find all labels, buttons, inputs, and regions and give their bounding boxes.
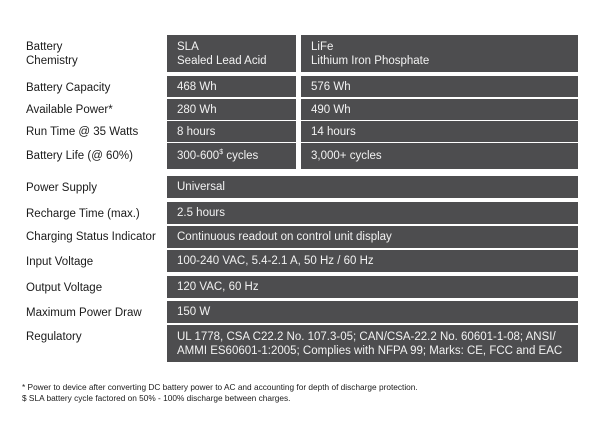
charging-status-value: Continuous readout on control unit display	[177, 231, 392, 243]
row-label-run-time: Run Time @ 35 Watts	[26, 126, 139, 138]
battery-life-sla-footnote-mark: $	[219, 149, 224, 157]
max-power-draw-value: 150 W	[177, 306, 211, 318]
footnote-sla-cycles: $ SLA battery cycle factored on 50% - 100% discharge between charges.	[22, 393, 291, 403]
output-voltage-cell	[167, 276, 578, 298]
battery-life-life	[301, 143, 578, 169]
row-label-available-power: Available Power*	[26, 104, 113, 116]
charging-status-cell	[167, 226, 578, 248]
recharge-time-cell	[167, 202, 578, 224]
header-label-line1: Battery	[26, 41, 63, 53]
header-life-long: Lithium Iron Phosphate	[311, 54, 430, 67]
row-label-charging-status: Charging Status Indicator	[26, 231, 156, 243]
battery-life-sla	[167, 143, 296, 169]
recharge-time-value: 2.5 hours	[177, 207, 225, 219]
row-label-regulatory: Regulatory	[26, 331, 82, 343]
row-label-battery-capacity: Battery Capacity	[26, 82, 111, 94]
row-label-max-power-draw: Maximum Power Draw	[26, 307, 142, 319]
regulatory-cell	[167, 325, 578, 362]
power-supply-cell	[167, 176, 578, 198]
battery-life-sla-value	[177, 149, 296, 163]
header-life-cell	[301, 35, 578, 72]
row-label-output-voltage: Output Voltage	[26, 282, 103, 294]
battery-life-life-value: 3,000+ cycles	[311, 150, 382, 162]
header-life-short: LiFe	[311, 40, 334, 53]
row-label-battery-life: Battery Life (@ 60%)	[26, 150, 133, 162]
header-sla-cell	[167, 35, 296, 72]
run-time-life	[301, 121, 578, 142]
battery-capacity-sla	[167, 76, 296, 97]
available-power-life-value: 490 Wh	[311, 103, 351, 116]
header-label-line2: Chemistry	[26, 55, 78, 67]
row-label-power-supply: Power Supply	[26, 182, 97, 194]
footnote-available-power: * Power to device after converting DC battery power to AC and accounting for depth of discharge protection.	[22, 382, 418, 392]
max-power-draw-cell	[167, 301, 578, 323]
regulatory-value-line1: UL 1778, CSA C22.2 No. 107.3-05; CAN/CSA-22.2 No. 60601-1-08; ANSI/	[177, 330, 556, 343]
regulatory-value-line2: AMMI ES60601-1:2005; Complies with NFPA 99; Marks: CE, FCC and EAC	[177, 344, 563, 357]
battery-life-sla-range: 300-600	[177, 150, 220, 162]
run-time-life-value: 14 hours	[311, 125, 356, 138]
output-voltage-value: 120 VAC, 60 Hz	[177, 281, 259, 293]
available-power-life	[301, 99, 578, 120]
header-sla-long: Sealed Lead Acid	[177, 54, 267, 67]
input-voltage-cell	[167, 250, 578, 272]
available-power-sla-value: 280 Wh	[177, 103, 217, 116]
input-voltage-value: 100-240 VAC, 5.4-2.1 A, 50 Hz / 60 Hz	[177, 255, 374, 267]
battery-capacity-life	[301, 76, 578, 97]
header-label	[26, 40, 78, 68]
header-sla-short: SLA	[177, 40, 199, 53]
run-time-sla	[167, 121, 296, 142]
row-label-recharge-time: Recharge Time (max.)	[26, 208, 140, 220]
run-time-sla-value: 8 hours	[177, 125, 216, 138]
battery-life-sla-unit: cycles	[223, 150, 259, 162]
power-supply-value: Universal	[177, 181, 225, 193]
available-power-sla	[167, 99, 296, 120]
battery-capacity-sla-value: 468 Wh	[177, 80, 217, 93]
battery-capacity-life-value: 576 Wh	[311, 80, 351, 93]
row-label-input-voltage: Input Voltage	[26, 256, 94, 268]
